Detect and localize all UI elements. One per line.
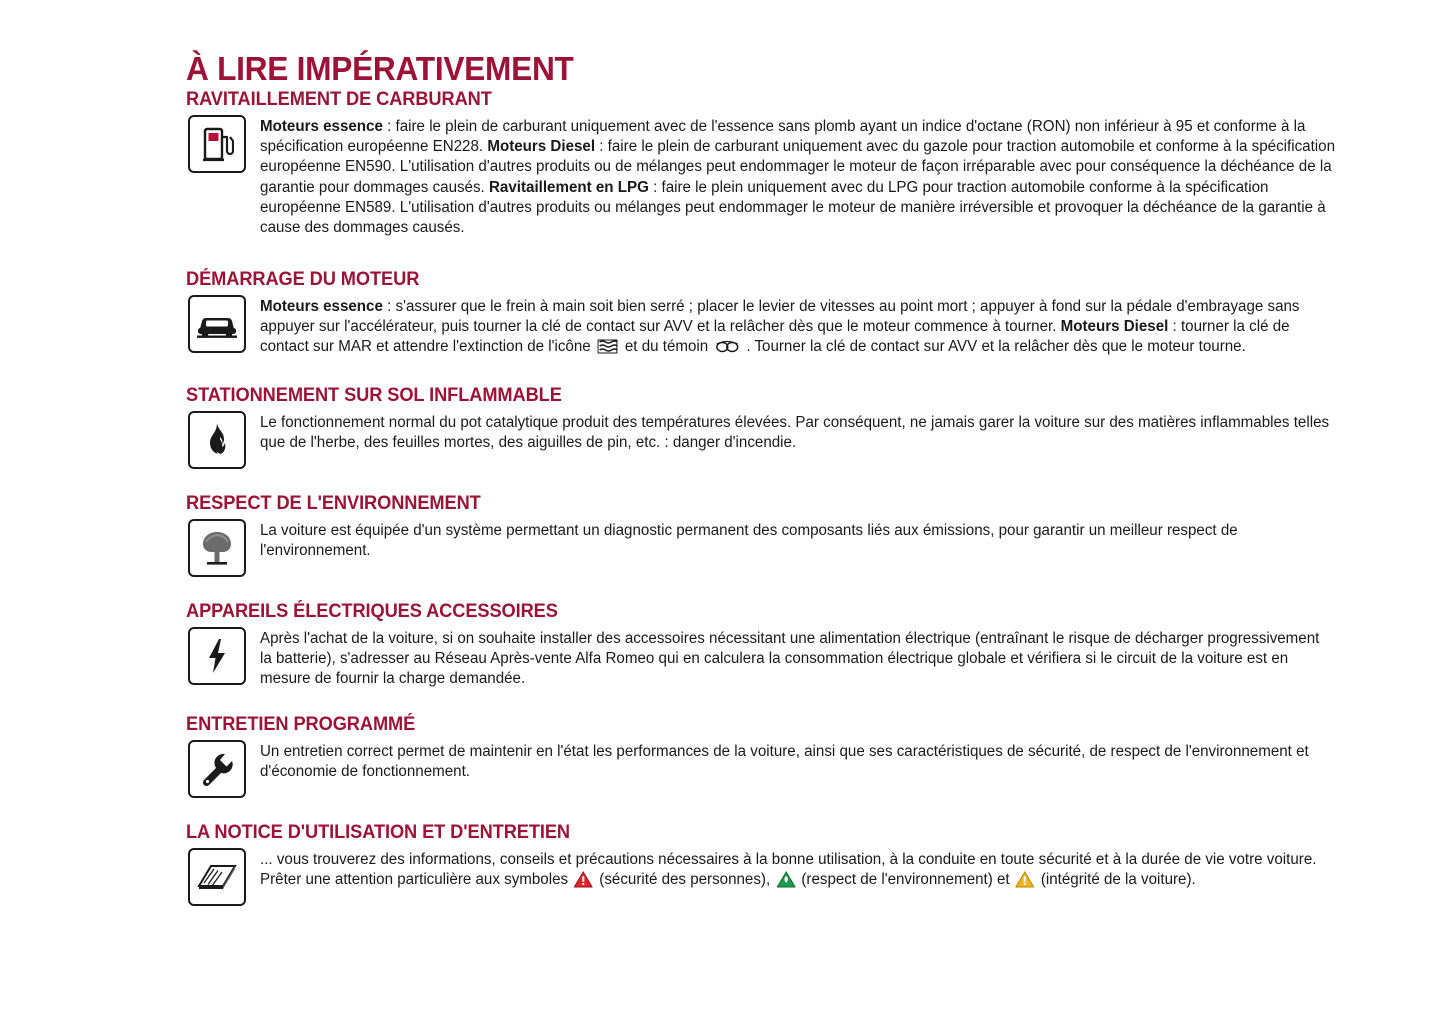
section-environnement <box>186 493 1346 577</box>
section-appareils <box>186 601 1346 690</box>
section-body-stationnement <box>186 411 1346 469</box>
section-text-stationnement: Le fonctionnement normal du pot catalytique produit des températures élevées. Par conséquent, ne jamais garer la voiture sur des matières inflammables telles que de l'herbe, des feuilles mortes, des aiguilles de pin, etc. : danger d'incendie. <box>260 413 1330 452</box>
section-body-appareils <box>186 627 1346 690</box>
section-title-demarrage: DÉMARRAGE DU MOTEUR <box>186 268 420 290</box>
section-ravitaillement <box>186 89 1346 239</box>
environment-warning-icon <box>776 871 795 888</box>
section-text-ravitaillement: Moteurs essence : faire le plein de carburant uniquement avec de l'essence sans plomb ayant un indice d'octane (RON) non inférieur à 95 et conforme à la spécification européenne EN228. Moteurs Diesel : faire le plein de carburant uniquement avec du gazole pour traction automobile et conforme à la spécification européenne EN590. L'utilisation d'autres produits ou de mélanges peut endommager le moteur de façon irréparable avec pour conséquence la déchéance de la garantie pour dommages causés. Ravitaillement en LPG : faire le plein uniquement avec du LPG pour traction automobile conforme à la spécification européenne EN589. L'utilisation d'autres produits ou mélanges peut endommager le moteur de manière irréversible et provoquer la déchéance de la garantie à cause des dommages causés. <box>260 117 1336 237</box>
tree-icon <box>188 519 246 577</box>
flame-icon <box>188 411 246 469</box>
eobd-indicator-icon <box>714 339 740 360</box>
section-text-notice: ... vous trouverez des informations, conseils et précautions nécessaires à la bonne utilisation, à la conduite en toute sécurité et à la durée de vie votre voiture. Prêter une attention particulière aux symboles (sécurité des personnes), (respect de l'environnement) et (intégrité de la voiture). <box>260 850 1317 889</box>
personal-safety-warning-icon <box>574 871 593 888</box>
section-text-environnement: La voiture est équipée d'un système permettant un diagnostic permanent des composants liés aux émissions, pour garantir un meilleur respect de l'environnement. <box>260 521 1238 560</box>
section-text-demarrage: Moteurs essence : s'assurer que le frein à main soit bien serré ; placer le levier de vitesses au point mort ; appuyer à fond sur la pédale d'embrayage sans appuyer sur l'accélérateur, puis tourner la clé de contact sur AVV et la relâcher dès que le moteur commence à tourner. Moteurs Diesel : tourner la clé de contact sur MAR et attendre l'extinction de l'icône et du témoin . Tourner la clé de contact sur AVV et la relâcher dès que le moteur tourne. <box>260 295 1335 361</box>
open-book-icon <box>188 848 246 906</box>
section-body-demarrage <box>186 295 1346 361</box>
section-title-notice: LA NOTICE D'UTILISATION ET D'ENTRETIEN <box>186 821 571 843</box>
page-title: À LIRE IMPÉRATIVEMENT <box>186 50 574 87</box>
vehicle-integrity-warning-icon <box>1016 871 1035 888</box>
section-text-appareils: Après l'achat de la voiture, si on souhaite installer des accessoires nécessitant une alimentation électrique (entraînant le risque de décharger progressivement la batterie), s'adresser au Réseau Après-vente Alfa Romeo qui en calculera la consommation électrique globale et vérifiera si le circuit de la voiture est en mesure de fournir la charge demandée. <box>260 629 1320 688</box>
section-title-stationnement: STATIONNEMENT SUR SOL INFLAMMABLE <box>186 384 562 406</box>
car-front-icon <box>188 295 246 353</box>
section-body-environnement <box>186 519 1346 577</box>
fuel-pump-icon <box>188 115 246 173</box>
section-text-entretien: Un entretien correct permet de maintenir en l'état les performances de la voiture, ainsi que ses caractéristiques de sécurité, de respect de l'environnement et d'économie de fonctionnement. <box>260 742 1309 781</box>
section-body-notice <box>186 848 1346 906</box>
section-title-appareils: APPAREILS ÉLECTRIQUES ACCESSOIRES <box>186 600 558 622</box>
section-notice <box>186 822 1346 906</box>
section-title-environnement: RESPECT DE L'ENVIRONNEMENT <box>186 492 481 514</box>
document-page <box>186 52 1346 910</box>
glow-plug-indicator-icon <box>597 339 619 360</box>
wrench-icon <box>188 740 246 798</box>
section-body-entretien <box>186 740 1346 798</box>
section-entretien <box>186 714 1346 798</box>
section-demarrage <box>186 269 1346 361</box>
section-title-ravitaillement: RAVITAILLEMENT DE CARBURANT <box>186 88 492 110</box>
section-stationnement <box>186 385 1346 469</box>
lightning-bolt-icon <box>188 627 246 685</box>
section-body-ravitaillement <box>186 115 1346 239</box>
section-title-entretien: ENTRETIEN PROGRAMMÉ <box>186 713 416 735</box>
